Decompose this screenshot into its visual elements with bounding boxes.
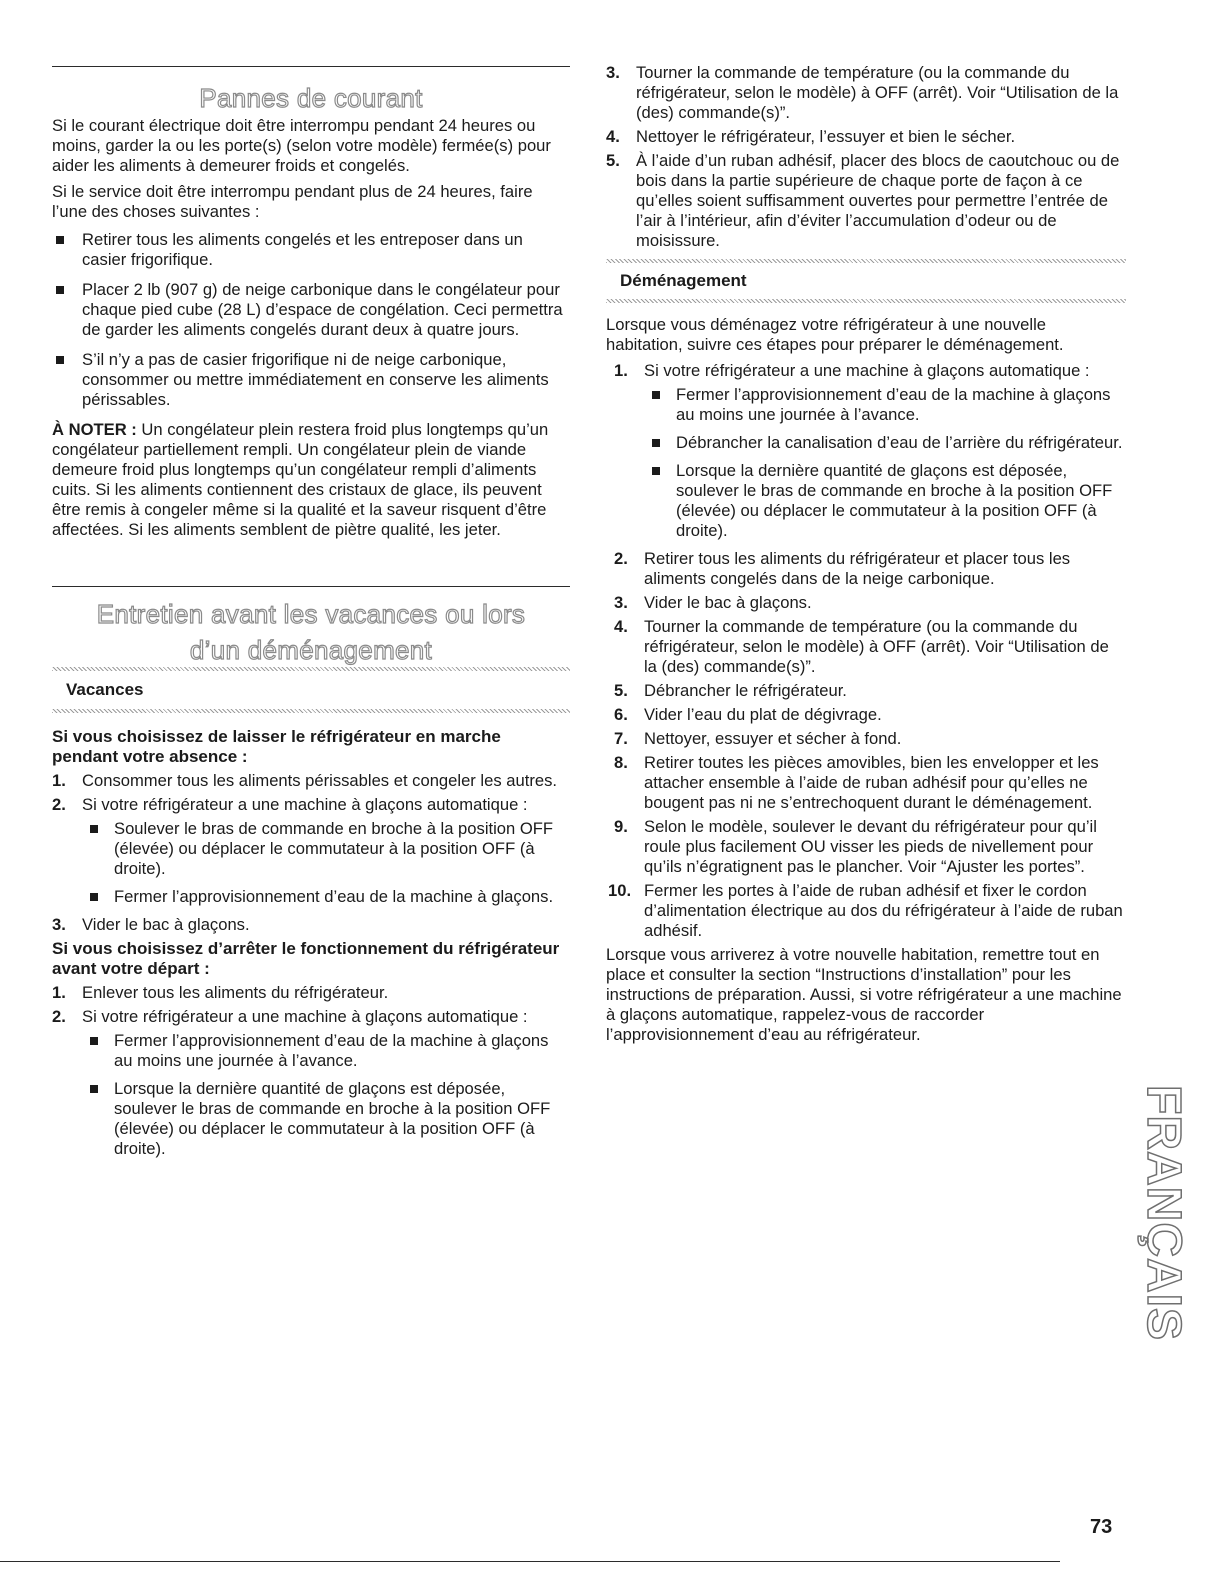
list-item: 3. Tourner la commande de température (ou la commande du réfrigérateur, selon le modèle) à OFF (arrêt). Voir “Utilisation de la (des) commande(s)”.	[606, 63, 1119, 122]
list-item: 6. Vider l’eau du plat de dégivrage.	[614, 705, 882, 724]
vacation-block	[52, 667, 570, 1167]
list-item-text: Retirer toutes les pièces amovibles, bien les envelopper et les attacher ensemble à l’aide de ruban adhésif pour qu’elles ne bougent pas ni ne s’entrechoquent durant le déménagement.	[644, 753, 1099, 812]
list-item-text: Si votre réfrigérateur a une machine à glaçons automatique :	[644, 361, 1090, 380]
section-title-power-failure: Pannes de courant	[199, 83, 423, 113]
numbered-list	[608, 361, 1126, 941]
square-bullet-icon	[56, 236, 64, 244]
list-item-text: Si votre réfrigérateur a une machine à glaçons automatique :	[82, 795, 528, 814]
list-item: 2. Si votre réfrigérateur a une machine à glaçons automatique : Fermer l’approvisionnement d’eau de la machine à glaçons au moins une journée à l’avance. Lorsque la dernière quantité de glaçons est déposée, soulever le bras de commande en broche à la position OFF (élevée) ou déplacer le commutateur à la position OFF (à droite).	[52, 1007, 570, 1159]
list-item: 2. Si votre réfrigérateur a une machine à glaçons automatique : Soulever le bras de commande en broche à la position OFF (élevée) ou déplacer le commutateur à la position OFF (à droite). Fermer l’approvisionnement d’eau de la machine à glaçons.	[52, 795, 570, 907]
bullet-list	[82, 1031, 570, 1159]
list-item: 2. Retirer tous les aliments du réfrigérateur et placer tous les aliments congelés dans de la neige carbonique.	[614, 549, 1071, 588]
list-item: 10. Fermer les portes à l’aide de ruban adhésif et fixer le cordon d’alimentation électrique au dos du réfrigérateur à l’aide de ruban adhésif.	[608, 881, 1123, 940]
square-bullet-icon	[56, 356, 64, 364]
section-title-line: Entretien avant les vacances ou lors	[96, 599, 526, 629]
language-label: FRANÇAIS	[1137, 1085, 1190, 1341]
list-item-text: Consommer tous les aliments périssables et congeler les autres.	[82, 771, 557, 790]
list-item: 1. Si votre réfrigérateur a une machine à glaçons automatique : Fermer l’approvisionnement d’eau de la machine à glaçons au moins une journée à l’avance. Débrancher la canalisation d’eau de l’arrière du réfrigérateur. Lorsque la dernière quantité de glaçons est déposée, soulever le bras de commande en broche à la position OFF (élevée) ou déplacer le commutateur à la position OFF (à droite).	[614, 361, 1126, 541]
closing-paragraph: Lorsque vous arriverez à votre nouvelle habitation, remettre tout en place et consulter la section “Instructions d’installation” pour les instructions de préparation. Aussi, si votre réfrigérateur a une machine à glaçons automatique, rappelez-vous de raccorder l’approvisionnement d’eau au réfrigérateur.	[606, 945, 1122, 1044]
list-item-text: Si votre réfrigérateur a une machine à glaçons automatique :	[82, 1007, 528, 1026]
list-item: 1. Enlever tous les aliments du réfrigérateur.	[52, 983, 389, 1002]
square-bullet-icon	[90, 825, 98, 833]
section-title-vacation	[52, 596, 570, 668]
bullet-list	[82, 819, 570, 907]
list-item-text: Fermer les portes à l’aide de ruban adhésif et fixer le cordon d’alimentation électrique au dos du réfrigérateur à l’aide de ruban adhésif.	[644, 881, 1123, 940]
square-bullet-icon	[652, 467, 660, 475]
list-item-text: Tourner la commande de température (ou la commande du réfrigérateur, selon le modèle) à OFF (arrêt). Voir “Utilisation de la (des) commande(s)”.	[644, 617, 1109, 676]
bold-heading: Si vous choisissez de laisser le réfrigérateur en marche pendant votre absence :	[52, 727, 501, 766]
numbered-list-continued	[606, 63, 1126, 251]
bullet-list	[52, 230, 570, 410]
list-item-text: Tourner la commande de température (ou la commande du réfrigérateur, selon le modèle) à OFF (arrêt). Voir “Utilisation de la (des) commande(s)”.	[636, 63, 1119, 122]
paragraph: Si le courant électrique doit être interrompu pendant 24 heures ou moins, garder la ou les porte(s) (selon votre modèle) fermée(s) pour aider les aliments à demeurer froids et congelés.	[52, 116, 551, 175]
list-item: 5. Débrancher le réfrigérateur.	[614, 681, 847, 700]
section-rule	[52, 586, 570, 587]
list-item: Fermer l’approvisionnement d’eau de la machine à glaçons au moins une journée à l’avance.	[82, 1031, 570, 1071]
subheading-vacances: Vacances	[66, 680, 144, 699]
list-item	[52, 280, 570, 340]
list-item-text: À l’aide d’un ruban adhésif, placer des blocs de caoutchouc ou de bois dans la partie supérieure de chaque porte de façon à ce qu’elles soient suffisamment ouvertes pour permettre l’entrée de l’air à l’intérieur, afin d’éviter l’accumulation d’odeur ou de moisissure.	[636, 151, 1120, 250]
list-item: 1. Consommer tous les aliments périssables et congeler les autres.	[52, 771, 557, 790]
list-item-text: Vider l’eau du plat de dégivrage.	[644, 705, 882, 724]
list-item: Débrancher la canalisation d’eau de l’arrière du réfrigérateur.	[644, 433, 1126, 453]
note-label: À NOTER :	[52, 420, 137, 439]
left-column	[52, 116, 570, 546]
list-item: 3. Vider le bac à glaçons.	[614, 593, 812, 612]
list-item: 4. Tourner la commande de température (ou la commande du réfrigérateur, selon le modèle) à OFF (arrêt). Voir “Utilisation de la (des) commande(s)”.	[614, 617, 1109, 676]
list-item-text: Débrancher le réfrigérateur.	[644, 681, 847, 700]
list-item-text: Retirer tous les aliments du réfrigérateur et placer tous les aliments congelés dans de la neige carbonique.	[644, 549, 1071, 588]
numbered-list	[52, 983, 570, 1159]
list-item: Lorsque la dernière quantité de glaçons est déposée, soulever le bras de commande en broche à la position OFF (élevée) ou déplacer le commutateur à la position OFF (à droite).	[82, 1079, 570, 1159]
square-bullet-icon	[90, 893, 98, 901]
numbered-list	[52, 771, 570, 935]
list-item: 7. Nettoyer, essuyer et sécher à fond.	[614, 729, 902, 748]
top-rule	[52, 66, 570, 67]
note-text: Un congélateur plein restera froid plus longtemps qu’un congélateur partiellement rempli. Un congélateur plein de viande demeure froid plus longtemps qu’un congélateur rempli d’aliments cuits. Si les aliments contiennent des cristaux de glace, ils peuvent être remis à congeler même si la qualité et la saveur risquent d’être affectées. Si les aliments semblent de piètre qualité, les jeter.	[52, 420, 549, 539]
list-item	[52, 230, 570, 270]
list-item-text: Nettoyer le réfrigérateur, l’essuyer et bien le sécher.	[636, 127, 1016, 146]
list-item: Fermer l’approvisionnement d’eau de la machine à glaçons.	[82, 887, 570, 907]
list-item: 5. À l’aide d’un ruban adhésif, placer des blocs de caoutchouc ou de bois dans la partie supérieure de chaque porte de façon à ce qu’elles soient suffisamment ouvertes pour permettre l’entrée de l’air à l’intérieur, afin d’éviter l’accumulation d’odeur ou de moisissure.	[606, 151, 1120, 250]
hatch-rule	[606, 299, 1126, 303]
note-paragraph	[52, 420, 570, 540]
page-number: 73	[1090, 1516, 1113, 1538]
square-bullet-icon	[56, 286, 64, 294]
list-item: Lorsque la dernière quantité de glaçons est déposée, soulever le bras de commande en broche à la position OFF (élevée) ou déplacer le commutateur à la position OFF (à droite).	[644, 461, 1126, 541]
bottom-rule	[0, 1561, 1060, 1562]
list-item: 8. Retirer toutes les pièces amovibles, bien les envelopper et les attacher ensemble à l’aide de ruban adhésif pour qu’elles ne bougent pas ni ne s’entrechoquent durant le déménagement.	[614, 753, 1099, 812]
subheading-demenagement: Déménagement	[620, 271, 747, 290]
list-item-text: Enlever tous les aliments du réfrigérateur.	[82, 983, 389, 1002]
list-item: 4. Nettoyer le réfrigérateur, l’essuyer et bien le sécher.	[606, 127, 1016, 146]
list-item: 9. Selon le modèle, soulever le devant du réfrigérateur pour qu’il roule plus facilement OU visser les pieds de nivellement pour qu’ils n’égratignent pas le plancher. Voir “Ajuster les portes”.	[614, 817, 1097, 876]
bold-heading: Si vous choisissez d’arrêter le fonctionnement du réfrigérateur avant votre départ :	[52, 939, 560, 978]
section-title-line: d’un déménagement	[189, 635, 433, 665]
list-item	[52, 350, 570, 410]
list-item-text: Nettoyer, essuyer et sécher à fond.	[644, 729, 902, 748]
square-bullet-icon	[90, 1037, 98, 1045]
list-item-text: Vider le bac à glaçons.	[82, 915, 250, 934]
square-bullet-icon	[652, 391, 660, 399]
square-bullet-icon	[652, 439, 660, 447]
list-item: Soulever le bras de commande en broche à la position OFF (élevée) ou déplacer le commutateur à la position OFF (à droite).	[82, 819, 570, 879]
right-column	[606, 63, 1126, 1051]
bullet-list	[644, 385, 1126, 541]
language-side-tab	[1138, 1078, 1188, 1348]
list-item-text: Retirer tous les aliments congelés et les entreposer dans un casier frigorifique.	[82, 230, 523, 269]
list-item: 3. Vider le bac à glaçons.	[52, 915, 250, 934]
list-item-text: Vider le bac à glaçons.	[644, 593, 812, 612]
list-item: Fermer l’approvisionnement d’eau de la machine à glaçons au moins une journée à l’avance.	[644, 385, 1126, 425]
list-item-text: Selon le modèle, soulever le devant du réfrigérateur pour qu’il roule plus facilement OU visser les pieds de nivellement pour qu’ils n’égratignent pas le plancher. Voir “Ajuster les portes”.	[644, 817, 1097, 876]
list-item-text: S’il n’y a pas de casier frigorifique ni de neige carbonique, consommer ou mettre immédiatement en conserve les aliments périssables.	[82, 350, 549, 409]
paragraph: Lorsque vous déménagez votre réfrigérateur à une nouvelle habitation, suivre ces étapes pour préparer le déménagement.	[606, 315, 1064, 354]
paragraph: Si le service doit être interrompu pendant plus de 24 heures, faire l’une des choses suivantes :	[52, 182, 533, 221]
list-item-text: Placer 2 lb (907 g) de neige carbonique dans le congélateur pour chaque pied cube (28 L) d’espace de congélation. Ceci permettra de garder les aliments congelés durant deux à quatre jours.	[82, 280, 563, 339]
square-bullet-icon	[90, 1085, 98, 1093]
hatch-rule	[52, 709, 570, 713]
